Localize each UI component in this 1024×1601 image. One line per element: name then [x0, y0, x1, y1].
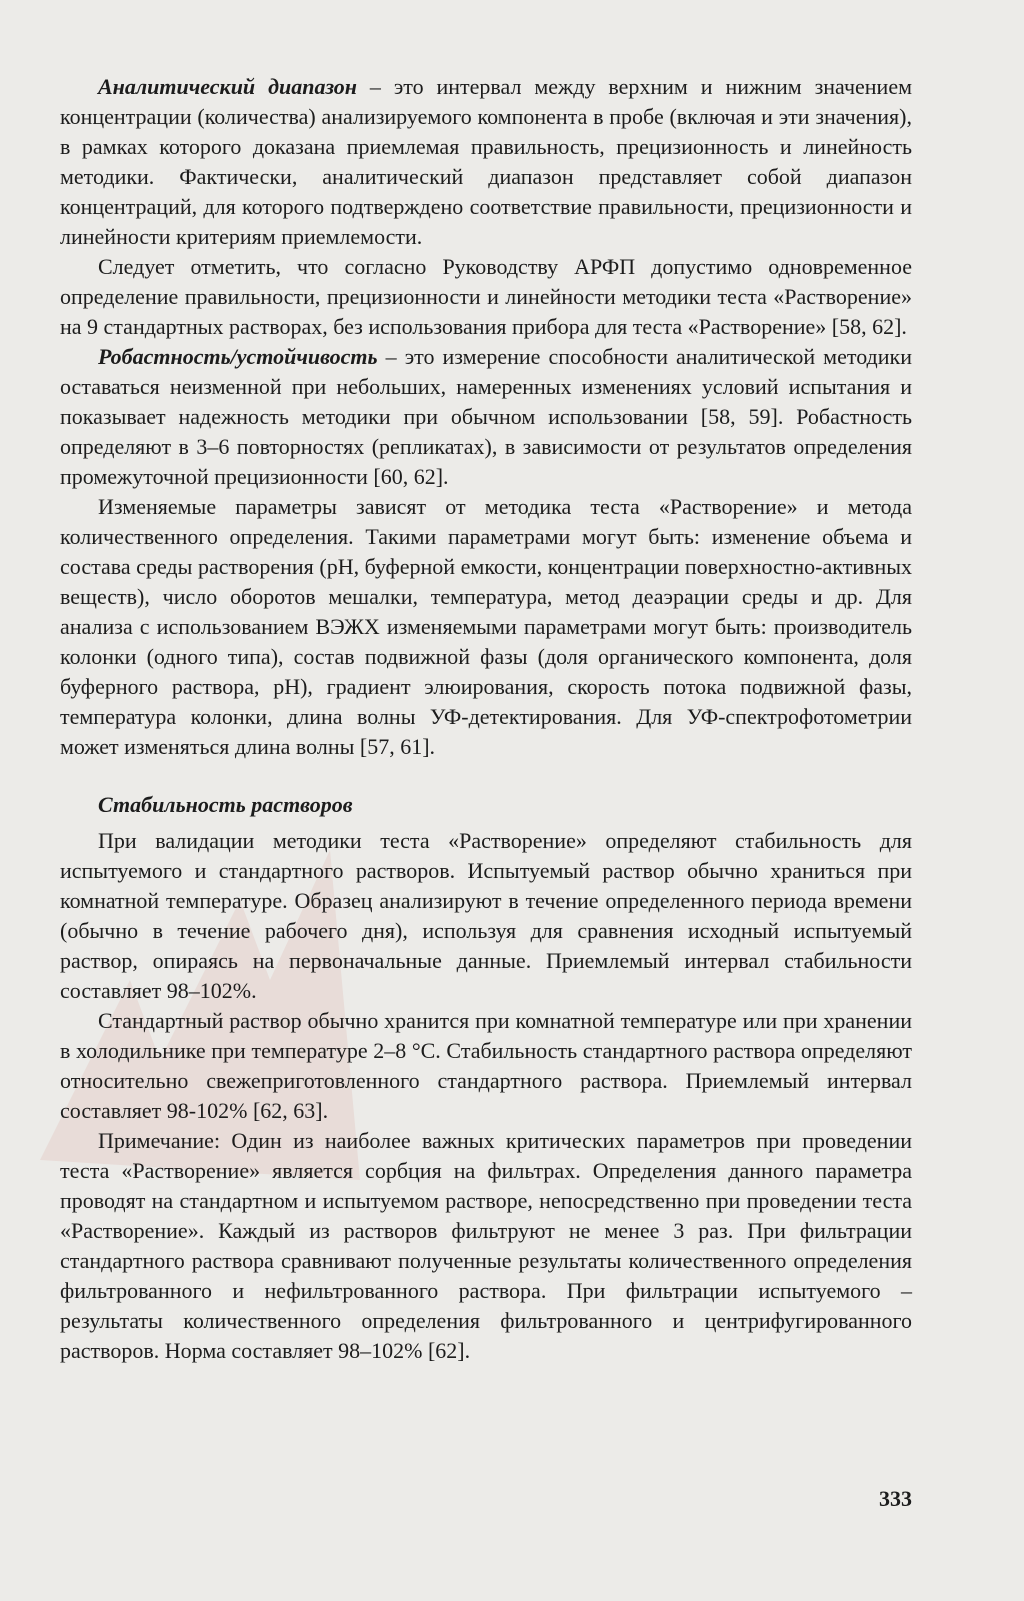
term-robustness: Робастность/устойчивость — [98, 344, 378, 369]
paragraph-text: – это интервал между верхним и нижним значением концентрации (количества) анализируемого компонента в пробе (включая и эти значения), в рамках которого доказана приемлемая правильность, прецизионность и линейность методики. Фактически, аналитический диапазон представляет собой диапазон концентраций, для которого подтверждено соответствие правильности, прецизионности и линейности критериям приемлемости. — [60, 74, 913, 249]
paragraph-robustness — [60, 342, 912, 492]
paragraph-analytical-range — [60, 72, 912, 252]
term-analytical-range: Аналитический диапазон — [98, 74, 357, 99]
body-text — [60, 72, 912, 1366]
section-heading: Стабильность растворов — [98, 792, 353, 817]
paragraph-text: – это измерение способности аналитической методики оставаться неизменной при небольших, намеренных изменениях условий испытания и показывает надежность методики при обычном использовании [58, 59]. Робастность определяют в 3–6 повторностях (репликатах), в зависимости от результатов определения промежуточной прецизионности [60, 62]. — [60, 344, 912, 489]
paragraph-stability-standard-solution: Стандартный раствор обычно хранится при комнатной температуре или при хранении в холодильнике при температуре 2–8 °С. Стабильность стандартного раствора определяют относительно свежеприготовленного стандартного раствора. Приемлемый интервал составляет 98-102% [62, 63]. — [60, 1008, 912, 1123]
paragraph-arfp-note: Следует отметить, что согласно Руководству АРФП допустимо одновременное определение правильности, прецизионности и линейности методики теста «Растворение» на 9 стандартных растворах, без использования прибора для теста «Растворение» [58, 62]. — [60, 254, 912, 339]
page-number: 333 — [879, 1486, 912, 1511]
paragraph-parameters: Изменяемые параметры зависят от методика теста «Растворение» и метода количественного определения. Такими параметрами могут быть: изменение объема и состава среды растворения (pH, буферной емкости, концентрации поверхностно-активных веществ), число оборотов мешалки, температура, метод деаэрации среды и др. Для анализа с использованием ВЭЖХ изменяемыми параметрами могут быть: производитель колонки (одного типа), состав подвижной фазы (доля органического компонента, доля буферного раствора, pH), градиент элюирования, скорость потока подвижной фазы, температура колонки, длина волны УФ-детектирования. Для УФ-спектрофотометрии может изменяться длина волны [57, 61]. — [60, 494, 912, 759]
paragraph-note-filter-sorption: Примечание: Один из наиболее важных критических параметров при проведении теста «Растворение» является сорбция на фильтрах. Определения данного параметра проводят на стандартном и испытуемом растворе, непосредственно при проведении теста «Растворение». Каждый из растворов фильтруют не менее 3 раз. При фильтрации стандартного раствора сравнивают полученные результаты количественного определения фильтрованного и нефильтрованного раствора. При фильтрации испытуемого – результаты количественного определения фильтрованного и центрифугированного растворов. Норма составляет 98–102% [62]. — [60, 1128, 912, 1363]
paragraph-stability-test-solution: При валидации методики теста «Растворение» определяют стабильность для испытуемого и стандартного растворов. Испытуемый раствор обычно храниться при комнатной температуре. Образец анализируют в течение определенного периода времени (обычно в течение рабочего дня), используя для сравнения исходный испытуемый раствор, опираясь на первоначальные данные. Приемлемый интервал стабильности составляет 98–102%. — [60, 828, 912, 1003]
